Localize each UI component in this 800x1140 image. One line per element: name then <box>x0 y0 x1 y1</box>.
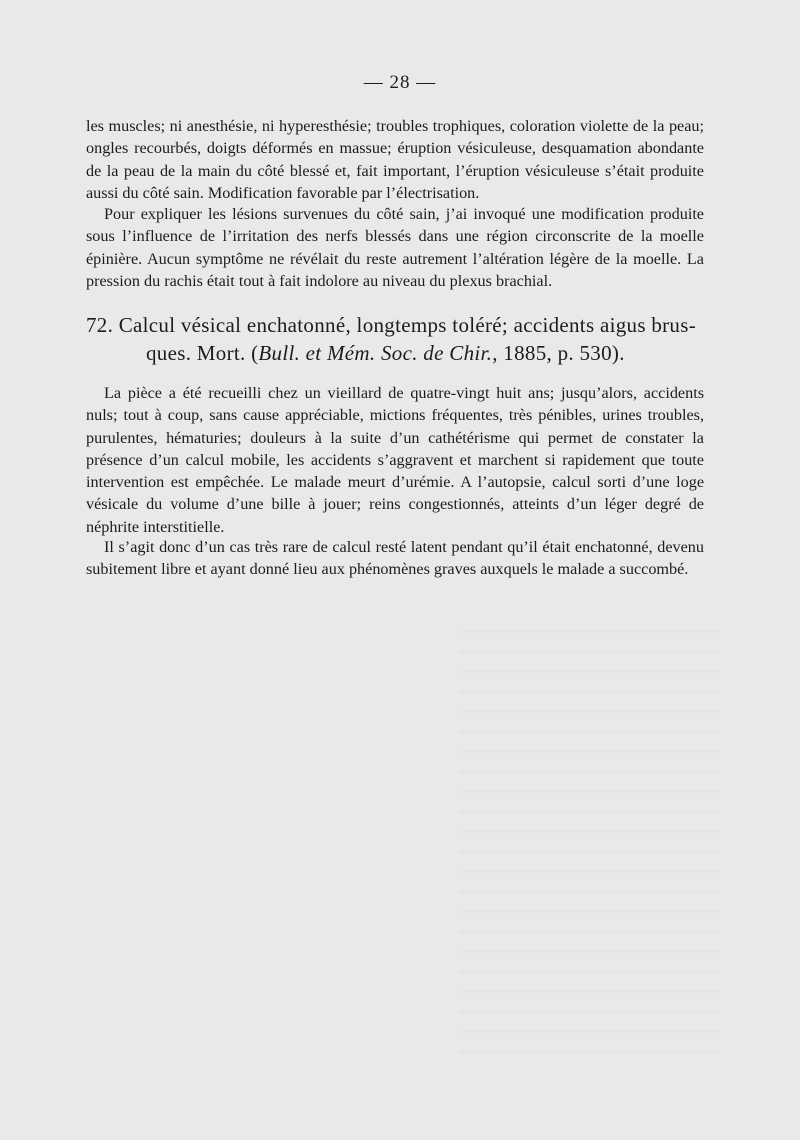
paragraph-text: La pièce a été recueilli chez un vieillard de quatre-vingt huit ans; jusqu’alors, accidents nuls; tout à coup, sans cause appréciable, mictions fréquentes, très pénibles, urines troubles, purulentes, hématuries; douleurs à la suite d’un cathétérisme qui permet de constater la présence d’un calcul mobile, les accidents s’aggravent et marchent si rapidement que toute intervention est empêchée. Le malade meurt d’urémie. A l’autopsie, calcul sorti d’une loge vésicale du volume d’une bille à jouer; reins congestionnés, atteints d’un léger degré de néphrite interstitielle. <box>86 384 704 536</box>
paragraph-case-description <box>86 382 704 538</box>
section-title-line2 <box>86 339 704 367</box>
bleed-through-texture <box>460 620 720 1070</box>
citation-details: , 1885, p. 530). <box>492 341 625 365</box>
paragraph-continued <box>86 115 704 204</box>
paragraph-text: les muscles; ni anesthésie, ni hyperesthésie; troubles trophiques, coloration violette de la peau; ongles recourbés, doigts déformés en massue; éruption vésiculeuse, desquamation abondante de la peau de la main du côté blessé et, fait important, l’éruption vésiculeuse s’était produite aussi du côté sain. Modification favorable par l’électrisation. <box>86 117 704 202</box>
paragraph-explanation <box>86 203 704 292</box>
section-title-line1: Calcul vésical enchatonné, longtemps toléré; accidents aigus brus- <box>118 313 697 337</box>
paragraph-text: Pour expliquer les lésions survenues du côté sain, j’ai invoqué une modification produite sous l’influence de l’irritation des nerfs blessés dans une région circonscrite de la moelle épinière. Aucun symptôme ne révélait du reste autrement l’altération légère de la moelle. La pression du rachis était tout à fait indolore au niveau du plexus brachial. <box>86 205 704 290</box>
page-number: — 28 — <box>363 72 437 93</box>
section-heading <box>86 311 704 367</box>
section-title-prefix: ques. Mort. ( <box>146 341 259 365</box>
citation-journal: Bull. et Mém. Soc. de Chir. <box>258 341 493 365</box>
paragraph-text: Il s’agit donc d’un cas très rare de calcul resté latent pendant qu’il était enchatonné, devenu subitement libre et ayant donné lieu aux phénomènes graves auxquels le malade a succombé. <box>86 538 704 579</box>
section-number: 72. <box>86 313 114 337</box>
paragraph-conclusion <box>86 536 704 581</box>
